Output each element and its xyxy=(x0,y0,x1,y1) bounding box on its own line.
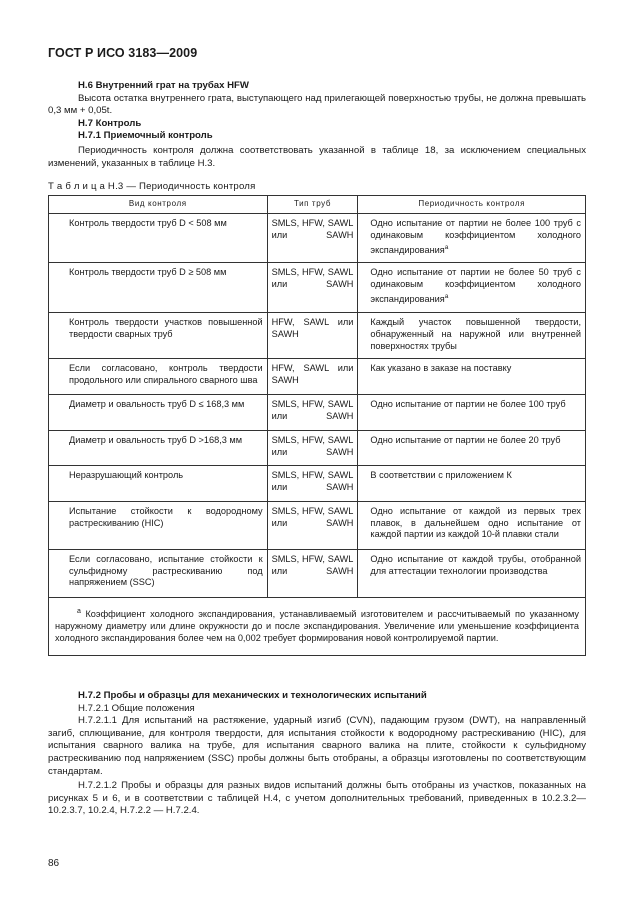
pipe-type-cell: SMLS, HFW, SAWL или SAWH xyxy=(267,263,358,312)
table-row xyxy=(49,263,586,312)
section-h7211-text: Н.7.2.1.1 Для испытаний на растяжение, ударный изгиб (CVN), падающим грузом (DWT), на направленный загиб, сплющивание, для контроля твердости, для испытания стойкости к водородному растрескиванию (HIC), для испытания сварного валика на трубе, для испытания сварного валика на плите, стойкости к сульфидному растрескиванию под напряжением (SSC) пробы должны быть отобраны, а образцы изготовлены по соответствующим стандартам. xyxy=(48,715,586,777)
section-h7-heading: Н.7 Контроль xyxy=(78,117,142,129)
control-kind-cell: Испытание стойкости к водородному растрескиванию (HIC) xyxy=(49,501,268,549)
pipe-type-cell: SMLS, HFW, SAWL или SAWH xyxy=(267,549,358,597)
table-caption: Т а б л и ц а Н.3 — Периодичность контроля xyxy=(48,181,256,192)
page-number: 86 xyxy=(48,858,60,869)
pipe-type-cell: SMLS, HFW, SAWL или SAWH xyxy=(267,214,358,263)
section-h6 xyxy=(48,80,586,170)
frequency-cell xyxy=(358,312,586,358)
frequency-text: Каждый участок повышенной твердости, обнаруженный на наружной или внутренней поверхностях трубы xyxy=(370,316,581,351)
control-kind-cell: Диаметр и овальность труб D >168,3 мм xyxy=(49,431,268,466)
pipe-type-cell: SMLS, HFW, SAWL или SAWH xyxy=(267,501,358,549)
footnote-ref: a xyxy=(444,243,449,251)
section-h71-heading: Н.7.1 Приемочный контроль xyxy=(78,130,213,142)
table-row xyxy=(49,501,586,549)
control-kind-cell: Контроль твердости участков повышенной твердости сварных труб xyxy=(49,312,268,358)
frequency-cell xyxy=(358,214,586,263)
pipe-type-cell: SMLS, HFW, SAWL или SAWH xyxy=(267,465,358,501)
section-h6-heading: Н.6 Внутренний грат на трубах HFW xyxy=(78,80,249,91)
control-kind-cell: Контроль твердости труб D ≥ 508 мм xyxy=(49,263,268,312)
table-header-cell: Тип труб xyxy=(267,196,358,214)
table-header-cell: Периодичность контроля xyxy=(358,196,586,214)
table-row xyxy=(49,359,586,395)
frequency-text: Одно испытание от каждой трубы, отобранной для аттестации технологии производства xyxy=(370,553,581,576)
frequency-text: В соответствии с приложением К xyxy=(370,469,512,480)
frequency-text: Одно испытание от партии не более 50 труб с одинаковым коэффициентом холодного экспандирования xyxy=(370,267,581,305)
section-h7212-text: Н.7.2.1.2 Пробы и образцы для разных видов испытаний должны быть отобраны из участков, показанных на рисунках 5 и 6, и в соответствии с таблицей Н.4, с учетом дополнительных требований, приведенных в 10.2.3.2—10.2.3.7, 10.2.4, Н.7.2.2 — Н.7.2.4. xyxy=(48,780,586,817)
footnote-marker: a xyxy=(77,607,81,615)
table-header-row xyxy=(49,196,586,214)
table-header-cell: Вид контроля xyxy=(49,196,268,214)
section-h72-heading: Н.7.2 Пробы и образцы для механических и технологических испытаний xyxy=(78,690,427,701)
control-table xyxy=(48,195,586,656)
frequency-text: Одно испытание от партии не более 100 труб с одинаковым коэффициентом холодного экспандирования xyxy=(370,218,581,255)
frequency-cell xyxy=(358,263,586,312)
pipe-type-cell: SMLS, HFW, SAWL или SAWH xyxy=(267,431,358,466)
pipe-type-cell: HFW, SAWL или SAWH xyxy=(267,312,358,358)
frequency-cell xyxy=(358,465,586,501)
footnote-text: Коэффициент холодного экспандирования, устанавливаемый изготовителем и рассчитываемый по указанному наружному диаметру или длине окружности до и после экспандирования. Увеличение или уменьшение коэффициента холодного экспандирования более чем на 0,002 требует формирования новой контролируемой партии. xyxy=(55,608,579,644)
table-row xyxy=(49,549,586,597)
section-h6-text: Высота остатка внутреннего грата, выступающего над прилегающей поверхностью трубы, не должна превышать 0,3 мм + 0,05t. xyxy=(48,92,586,117)
table-row xyxy=(49,395,586,431)
table-row xyxy=(49,431,586,466)
frequency-text: Как указано в заказе на поставку xyxy=(370,363,512,374)
frequency-cell xyxy=(358,359,586,395)
frequency-text: Одно испытание от каждой из первых трех плавок, в дальнейшем одно испытание от каждой партии из каждой 10-й плавки стали xyxy=(370,505,581,540)
table-row xyxy=(49,312,586,358)
document-header: ГОСТ Р ИСО 3183—2009 xyxy=(48,46,198,60)
table-row xyxy=(49,465,586,501)
table-footnote-row xyxy=(49,597,586,655)
control-kind-cell: Диаметр и овальность труб D ≤ 168,3 мм xyxy=(49,395,268,431)
frequency-cell xyxy=(358,431,586,466)
frequency-cell xyxy=(358,395,586,431)
control-kind-cell: Контроль твердости труб D < 508 мм xyxy=(49,214,268,263)
table-footnote xyxy=(49,597,586,655)
control-kind-cell: Если согласовано, контроль твердости продольного или спирального сварного шва xyxy=(49,359,268,395)
pipe-type-cell: SMLS, HFW, SAWL или SAWH xyxy=(267,395,358,431)
frequency-text: Одно испытание от партии не более 20 труб xyxy=(370,435,561,446)
control-kind-cell: Неразрушающий контроль xyxy=(49,465,268,501)
frequency-cell xyxy=(358,549,586,597)
section-h72 xyxy=(48,690,586,818)
section-h721-heading: Н.7.2.1 Общие положения xyxy=(78,702,195,714)
frequency-text: Одно испытание от партии не более 100 труб xyxy=(370,399,566,410)
control-kind-cell: Если согласовано, испытание стойкости к сульфидному растрескиванию под напряжением (SSC) xyxy=(49,549,268,597)
table-row xyxy=(49,214,586,263)
footnote-ref: a xyxy=(444,293,449,301)
section-h71-text: Периодичность контроля должна соответствовать указанной в таблице 18, за исключением специальных изменений, указанных в таблице Н.3. xyxy=(48,144,586,169)
pipe-type-cell: HFW, SAWL или SAWH xyxy=(267,359,358,395)
frequency-cell xyxy=(358,501,586,549)
